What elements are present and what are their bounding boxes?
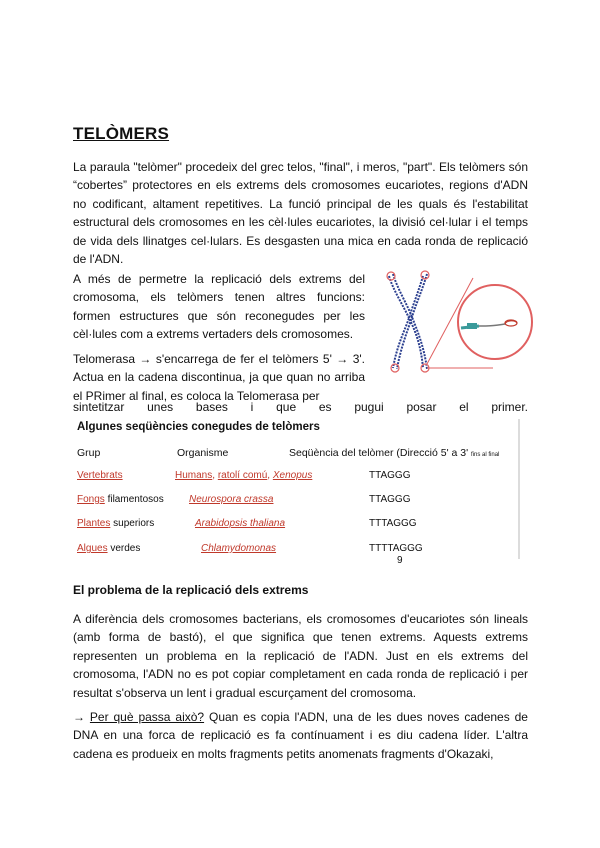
organism-link[interactable]: Chlamydomonas [201, 543, 277, 554]
organism-link[interactable]: Arabidopsis thaliana [195, 518, 286, 529]
sequence-cell: TTAGGG [369, 470, 411, 481]
sequence-cell: TTAGGG [369, 494, 411, 505]
column-header-organism: Organisme [177, 447, 229, 459]
paragraph-replication-problem: A diferència dels cromosomes bacterians, els cromosomes d'eucariotes són lineals (amb forma de bastó), el que significa que tenen extrems. Aquests extrems representen un problema en la replicació de l'ADN. Just en els extrems del cromosoma, l'ADN no es pot copiar completament en cada ronda de replicació i per resultat s'observa un lent i gradual escurçament del cromosoma. [73, 612, 528, 700]
section-heading: El problema de la replicació dels extrems [73, 583, 309, 597]
organism-link[interactable]: Neurospora crassa [189, 494, 274, 505]
organism-cell [195, 518, 285, 529]
zoom-circle [458, 285, 532, 359]
group-link[interactable]: Fongs [77, 494, 105, 505]
table-row: Plantes superiors [77, 518, 155, 529]
footnote-number: 9 [397, 555, 403, 566]
paragraph-functions: A més de permetre la replicació dels extrems del cromosoma, els telòmers tenen altres funcions: formen estructures que són reconegudes per les cèl·lules com a extrems vertaders dels cromosomes. [73, 272, 365, 342]
organism-link[interactable]: ratolí comú [217, 470, 268, 481]
organism-cell: Humans, ratolí comú, Xenopus [175, 470, 313, 481]
chromosome-icon [389, 274, 427, 369]
paragraph-intro: La paraula "telòmer" procedeix del grec telos, "final", i meros, "part". Els telòmers són “cobertes” protectores en els extrems dels cromosomes eucariotes, regions d'ADN no codificant, altament repetitives. La funció principal de les quals és l'estabilitat estructural dels cromosomes en les cèl·lules eucariotes, la divisió cel·lular i el temps de vida dels llinatges cel·lulars. Es desgasten una mica en cada ronda de replicació de l'ADN. [73, 160, 528, 267]
page-title: TELÒMERS [73, 124, 170, 143]
organism-link[interactable]: Humans [175, 470, 213, 481]
group-link[interactable]: Vertebrats [77, 470, 123, 481]
telomere-sequence-table [73, 417, 520, 567]
table-row: Algues verdes [77, 543, 141, 554]
organism-cell [201, 543, 276, 554]
group-link[interactable]: Algues [77, 543, 108, 554]
group-link[interactable]: Plantes [77, 518, 111, 529]
chromosome-telomere-figure [383, 270, 533, 375]
column-header-sequence: Seqüència del telòmer (Direcció 5' a 3' fins al final [289, 447, 500, 459]
table-row [77, 470, 123, 481]
why-link[interactable]: Per què passa això? [89, 710, 205, 724]
sequence-cell: TTTAGGG [369, 518, 417, 529]
organism-link[interactable]: Xenopus [272, 470, 313, 481]
organism-cell [189, 494, 273, 505]
paragraph-telomerase-end: sintetitzar unes bases i que es pugui posar el primer. [73, 400, 528, 414]
table-scroll-edge [518, 419, 520, 559]
paragraph-why: → Per què passa això? Quan es copia l'ADN, una de les dues noves cadenes de DNA en una forca de replicació es fa contínuament i es diu cadena líder. L'altra cadena es produeix en molts fragments petits anomenats fragments d'Okazaki, [73, 710, 528, 761]
table-row: Fongs filamentosos [77, 494, 164, 505]
sequence-cell: TTTTAGGG [369, 543, 423, 554]
paragraph-telomerase: Telomerasa → s'encarrega de fer el telòmers 5' → 3'. Actua en la cadena discontinua, ja que quan no arriba el PRimer al final, es coloca la Telomerasa per [73, 352, 365, 403]
table-title: Algunes seqüències conegudes de telòmers [77, 421, 320, 433]
column-header-group: Grup [77, 447, 101, 459]
